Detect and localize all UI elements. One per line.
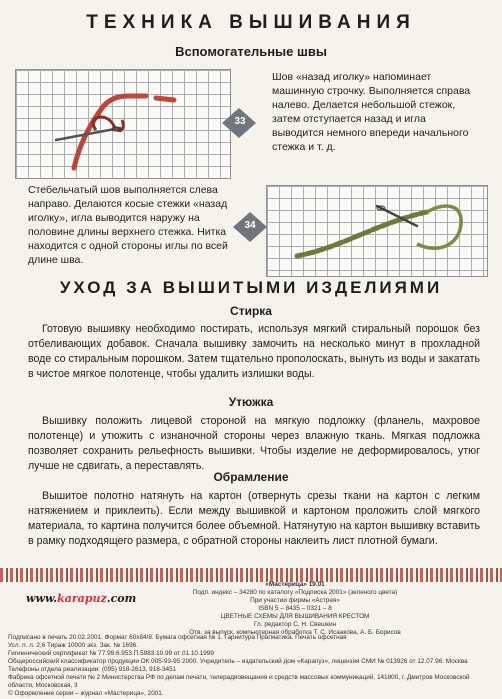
publication-info <box>180 581 410 637</box>
back-stitch-illustration <box>16 70 230 178</box>
decorative-border <box>0 568 502 582</box>
washing-text: Готовую вышивку необходимо постирать, используя мягкий стиральный порошок без отбеливающих добавок. Сначала вышивку замочить на несколько минут в прохладной воде со стиральным порошком. Затем тщательно прополоскать, вынуть из воды и закатать в чистое мягкое полотенце, чтобы удалить излишки воды. <box>28 323 480 380</box>
washing-heading: Стирка <box>230 304 272 318</box>
imprint-line: Телефоны отдела реализации: (095) 918-2613, 918-3451 <box>8 666 177 673</box>
responsible-line: Отв. за выпуск, компьютерная обработка Т. С. Исаакова, А. Б. Борисов <box>189 629 401 636</box>
stitch-34-description: Стебельчатый шов выполняется слева направо. Делаются косые стежки «назад иголку», игла выводится наружу на половине длины верхнего стежка. Нитка находится с одной стороны иглы по всей длине шва. <box>28 184 228 266</box>
ironing-text: Вышивку положить лицевой стороной на мягкую подложку (фланель, махровое полотенце) и утюжить с изнаночной стороны через влажную ткань. Мягкая подложка позволяет сохранить рельефность вышивки. Чтобы изделие не деформировалось, утюг лучше не сдвигать, а переставлять. <box>28 415 480 472</box>
ironing-heading: Утюжка <box>228 395 274 409</box>
framing-text: Вышитое полотно натянуть на картон (отвернуть срезы ткани на картон с легким натяжением и приклеить). Если между вышивкой и картоном проложить слой мягкого материала, то картина получится более объемной. Натянутую на картон вышивку вставить в рамку подходящего размера, с обратной стороны наклеить лист плотной бумаги. <box>28 490 480 547</box>
framing-heading: Обрамление <box>213 470 289 484</box>
issue-line: «Мастерица» 19.01 <box>265 581 325 588</box>
stitch-33-description: Шов «назад иголку» напоминает машинную строчку. Выполняется справа налево. Делается небольшой стежок, затем отступается назад и игла выводится немного впереди начального стежка и т. д. <box>272 71 471 153</box>
stem-stitch-illustration <box>267 186 487 276</box>
isbn-line: ISBN 5 – 8435 – 0321 – 8 <box>258 605 332 612</box>
series-line: ЦВЕТНЫЕ СХЕМЫ ДЛЯ ВЫШИВАНИЯ КРЕСТОМ <box>220 613 370 620</box>
website-link[interactable]: www.karapuz.com <box>26 592 137 605</box>
stitch-33-grid <box>15 69 231 179</box>
imprint-line: Гигиенический сертификат № 77.99.6.953.П.5983.10.99 от 01.10.1999 <box>8 650 214 657</box>
page-subtitle: Вспомогательные швы <box>175 44 327 59</box>
stitch-34-number: 34 <box>244 220 256 231</box>
page-title: ТЕХНИКА ВЫШИВАНИЯ <box>86 12 416 33</box>
imprint-line: области, Московская, 3 <box>8 682 78 689</box>
imprint-line: Фабрика офсетной печати № 2 Министерства РФ по делам печати, телерадиовещания и средств массовых коммуникаций, 141800, г. Дмитров Московской <box>8 674 470 681</box>
stitch-33-number: 33 <box>234 116 246 127</box>
stitch-34-grid <box>266 185 488 277</box>
imprint-block <box>8 634 496 698</box>
imprint-line: Усл. п. л. 2,6 Тираж 10000 экз. Зак. № 1696. <box>8 642 138 649</box>
index-line: Подп. индекс – 34280 по каталогу «Подписка 2001» (зеленого цвета) <box>192 589 398 596</box>
care-title: УХОД ЗА ВЫШИТЫМИ ИЗДЕЛИЯМИ <box>59 278 443 297</box>
partner-line: При участии фирмы «Астрея» <box>250 597 340 604</box>
imprint-line: © Оформление серии – журнал «Мастерица», 2001. <box>8 690 164 697</box>
imprint-line: Общероссийский классификатор продукции ОК 005-93-95 2000. Учредитель – издательский дом «Карапуз», лицензия СМИ № 013926 от 12.07.96. Москва <box>8 658 468 665</box>
editor-line: Гл. редактор С. Н. Свешкин <box>253 621 337 628</box>
imprint-line: Подписано в печать 20.02.2001. Формат 60х84/8. Бумага офсетная № 1. Гарнитура Прагматика. Печать офсетная <box>8 634 347 641</box>
